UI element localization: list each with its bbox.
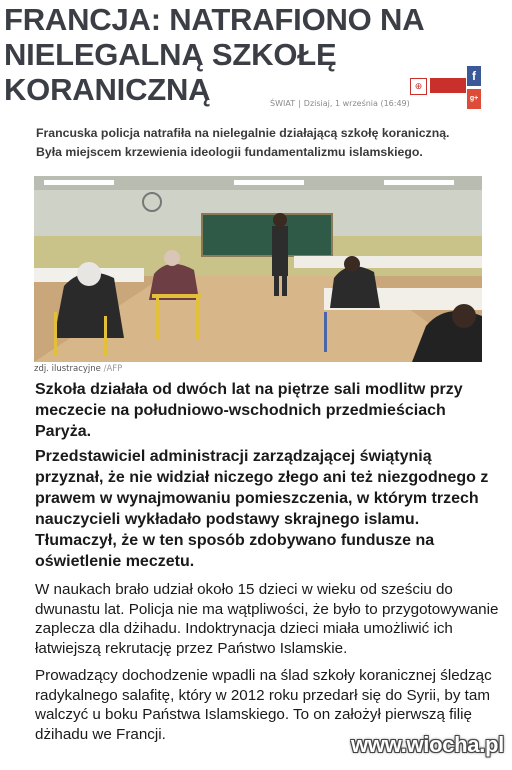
article-date: Dzisiaj, 1 września (16:49): [303, 99, 410, 108]
article-paragraph-bold-1: Szkoła działała od dwóch lat na piętrze sali modlitw przy meczecie na południowo-wschodnich przedmieściach Paryża.: [35, 381, 463, 440]
classroom-photo: [34, 176, 482, 362]
article-headline: FRANCJA: NATRAFIONO NA NIELEGALNĄ SZKOŁĘ KORANICZNĄ: [4, 2, 424, 107]
article-lead: Francuska policja natrafiła na nielegalnie działającą szkołę koraniczną. Była miejscem krzewienia ideologii fundamentalizmu islamskiego.: [36, 126, 450, 159]
google-plus-icon[interactable]: g+: [467, 89, 481, 109]
photo-caption-text: zdj. ilustracyjne: [34, 364, 101, 374]
article-paragraph-1: W naukach brało udział około 15 dzieci w wieku od sześciu do dwunastu lat. Policja nie ma wątpliwości, że było to przygotowywanie zaplecza dla dżihadu. Indoktrynacja dzieci miała umożliwić ich łatwiejszą rekrutację przez Państwo Islamskie.: [35, 581, 499, 657]
article-paragraph-2: Prowadzący dochodzenie wpadli na ślad szkoły koranicznej śledząc radykalnego salafitę, który w 2012 roku przedarł się do Syrii, by tam walczyć u boku Państwa Islamskiego. To on założył pierwszą filię dżihadu we Francji.: [35, 667, 492, 743]
photo-caption: [34, 364, 122, 374]
facebook-icon[interactable]: f: [467, 66, 481, 86]
share-button[interactable]: [430, 78, 466, 93]
article-photo: [34, 176, 482, 362]
article-meta: ŚWIAT | Dzisiaj, 1 września (16:49): [270, 99, 410, 108]
share-icon[interactable]: ⊕: [410, 78, 427, 95]
site-watermark: www.wiocha.pl: [351, 732, 504, 757]
share-bar: [410, 78, 466, 94]
article-paragraph-bold-2: Przedstawiciel administracji zarządzającej świątynią przyznał, że nie widział niczego złego ani też niezgodnego z prawem w wynajmowaniu pomieszczenia, w którym trzech nauczycieli wykładało podstawy skrajnego islamu. Tłumaczył, że w ten sposób zdobywano fundusze na oświetlenie meczetu.: [35, 448, 489, 570]
social-buttons: [467, 66, 481, 109]
article-section[interactable]: ŚWIAT: [270, 99, 296, 108]
photo-credit: /AFP: [103, 364, 123, 374]
